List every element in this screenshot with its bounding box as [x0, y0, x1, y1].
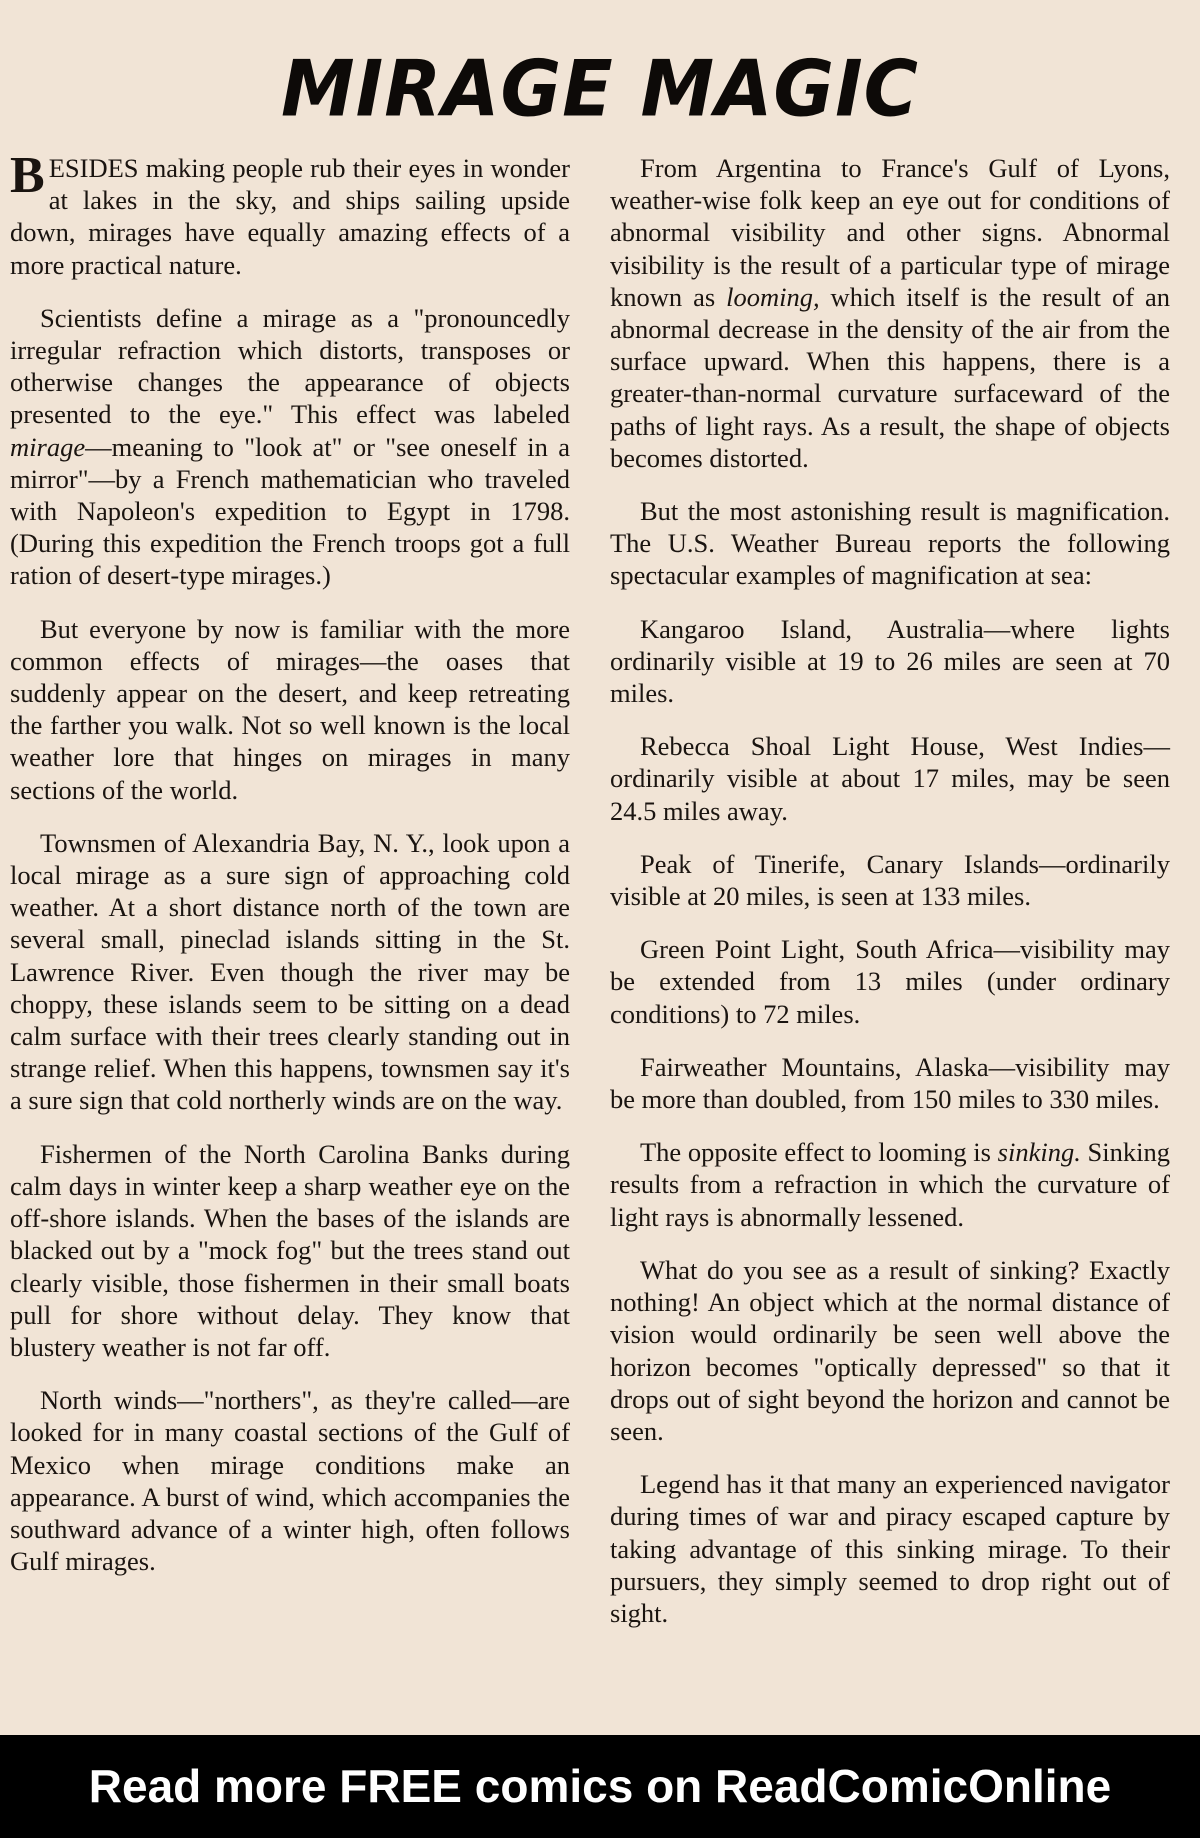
page-title: MIRAGE MAGIC: [281, 43, 919, 135]
article-paragraph: Fishermen of the North Carolina Banks during calm days in winter keep a sharp weather eye on the off-shore islands. When the bases of the islands are blacked out by a "mock fog" but the trees stand out clearly visible, those fishermen in their small boats pull for shore without delay. They know that blustery weather is not far off.: [10, 1138, 570, 1362]
article-paragraph: What do you see as a result of sinking? Exactly nothing! An object which at the normal distance of vision would ordinarily be seen well above the horizon becomes "optically depressed" so that it drops out of sight beyond the horizon and cannot be seen.: [610, 1254, 1170, 1446]
article-paragraph: Townsmen of Alexandria Bay, N. Y., look upon a local mirage as a sure sign of approaching cold weather. At a short distance north of the town are several small, pineclad islands sitting in the St. Lawrence River. Even though the river may be choppy, these islands seem to be sitting on a dead calm surface with their trees clearly standing out in strange relief. When this happens, townsmen say it's a sure sign that cold northerly winds are on the way.: [10, 827, 570, 1116]
article-paragraph: BESIDES making people rub their eyes in wonder at lakes in the sky, and ships sailing upside down, mirages have equally amazing effects of a more practical nature.: [10, 147, 570, 280]
article-paragraph: North winds—"northers", as they're called—are looked for in many coastal sections of the Gulf of Mexico when mirage conditions make an appearance. A burst of wind, which accompanies the southward advance of a winter high, often follows Gulf mirages.: [10, 1385, 570, 1577]
article-paragraph: But the most astonishing result is magnification. The U.S. Weather Bureau reports the following spectacular examples of magnification at sea:: [610, 496, 1170, 591]
article-paragraph: Scientists define a mirage as a "pronouncedly irregular refraction which distorts, transposes or otherwise changes the appearance of objects presented to the eye." This effect was labeled mirage—meaning to "look at" or "see oneself in a mirror"—by a French mathematician who traveled with Napoleon's expedition to Egypt in 1798. (During this expedition the French troops got a full ration of desert-type mirages.): [10, 302, 570, 591]
article-paragraph: The opposite effect to looming is sinking. Sinking results from a refraction in which the curvature of light rays is abnormally lessened.: [610, 1137, 1170, 1232]
right-column: [610, 152, 1170, 1650]
article-paragraph: Rebecca Shoal Light House, West Indies—ordinarily visible at about 17 miles, may be seen 24.5 miles away.: [610, 731, 1170, 826]
article-paragraph: Kangaroo Island, Australia—where lights ordinarily visible at 19 to 26 miles are seen at 70 miles.: [610, 613, 1170, 709]
article-paragraph: From Argentina to France's Gulf of Lyons, weather-wise folk keep an eye out for conditions of abnormal visibility and other signs. Abnormal visibility is the result of a particular type of mirage known as looming, which itself is the result of an abnormal decrease in the density of the air from the surface upward. When this happens, there is a greater-than-normal curvature surfaceward of the paths of light rays. As a result, the shape of objects becomes distorted.: [610, 153, 1170, 473]
article-paragraph: Green Point Light, South Africa—visibility may be extended from 13 miles (under ordinary conditions) to 72 miles.: [610, 934, 1170, 1029]
article-paragraph: Legend has it that many an experienced navigator during times of war and piracy escaped capture by taking advantage of this sinking mirage. To their pursuers, they simply seemed to drop right out of sight.: [610, 1469, 1170, 1628]
left-column: [10, 147, 570, 1598]
article-paragraph: But everyone by now is familiar with the more common effects of mirages—the oases that suddenly appear on the desert, and keep retreating the farther you walk. Not so well known is the local weather lore that hinges on mirages in many sections of the world.: [10, 613, 570, 805]
article-paragraph: Peak of Tinerife, Canary Islands—ordinarily visible at 20 miles, is seen at 133 miles.: [610, 848, 1170, 912]
article-paragraph: Fairweather Mountains, Alaska—visibility may be more than doubled, from 150 miles to 330 miles.: [610, 1051, 1170, 1115]
promo-footer-banner[interactable]: Read more FREE comics on ReadComicOnline: [0, 1735, 1200, 1838]
drop-cap: B: [10, 147, 45, 204]
